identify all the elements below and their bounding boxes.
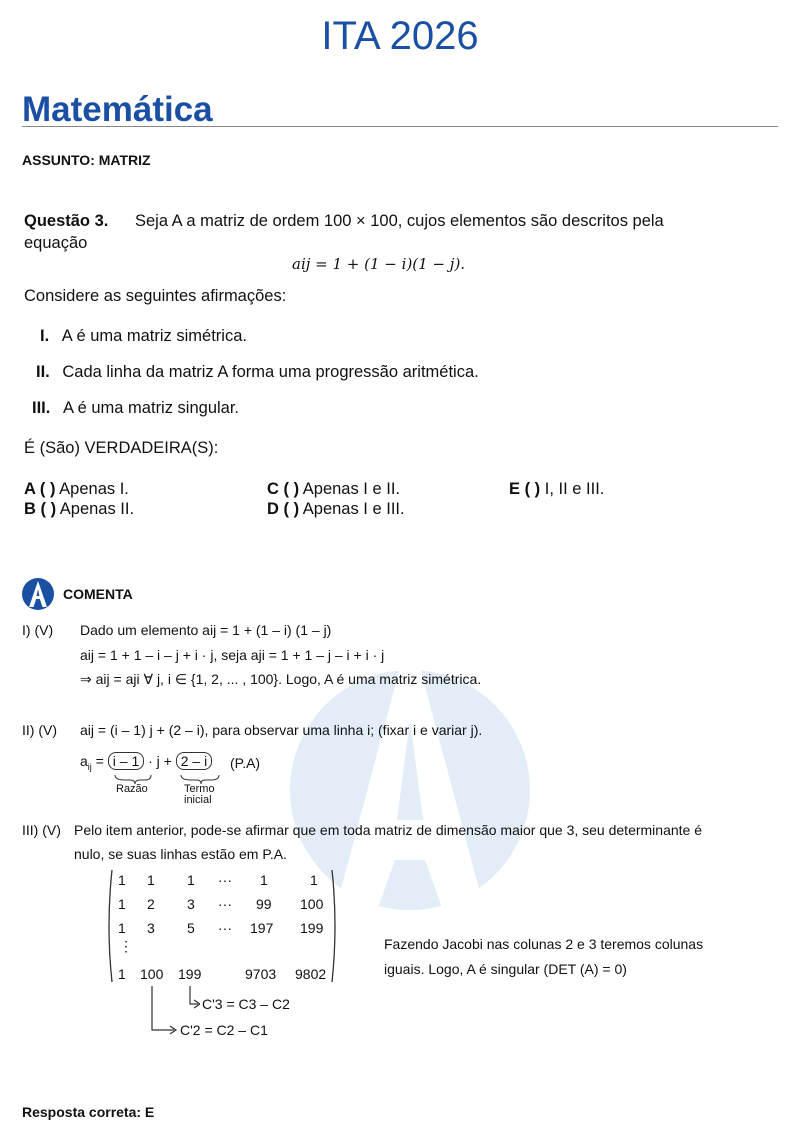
statement-number: III. (32, 399, 51, 417)
header-title: ITA 2026 (321, 14, 479, 58)
matrix-cell: ··· (218, 896, 232, 912)
statement-3 (32, 399, 239, 418)
matrix-cell: 1 (118, 896, 126, 912)
comment-item-2-line-1: aij = (i – 1) j + (2 – i), para observar uma linha i; (fixar i e variar j). (80, 722, 483, 738)
comment-item-1-line-2: aij = 1 + 1 – i – j + i · j, seja aji = 1 + 1 – j – i + i · j (80, 647, 385, 663)
comment-item-2-label: II) (V) (22, 722, 57, 738)
comment-logo-icon (22, 578, 54, 610)
matrix-cell: 9802 (295, 966, 327, 982)
matrix-cell: 1 (118, 920, 126, 936)
option-a[interactable] (24, 480, 129, 499)
correct-answer: Resposta correta: E (22, 1104, 155, 1120)
statement-number: I. (40, 327, 50, 345)
column-operation-c3: C'3 = C3 – C2 (202, 996, 290, 1012)
option-b[interactable] (24, 500, 134, 519)
statement-1 (40, 327, 247, 346)
matrix-cell: 2 (147, 896, 155, 912)
matrix-cell: 1 (118, 872, 126, 888)
statement-text: Cada linha da matriz A forma uma progressão aritmética. (62, 363, 479, 381)
statement-text: A é uma matriz singular. (62, 399, 240, 417)
matrix-cell: 9703 (245, 966, 277, 982)
question-intro (24, 212, 776, 231)
comment-item-1-line-3: ⇒ aij = aji ∀ j, i ∈ {1, 2, ... , 100}. Logo, A é uma matriz simétrica. (80, 671, 482, 687)
matrix-cell: 1 (147, 872, 155, 888)
matrix-cell: 197 (250, 920, 274, 936)
pa-formula: $a_{ij} = i - 1 \cdot j + 2 - i$ (80, 753, 212, 769)
option-text: Apenas I e III. (302, 500, 405, 518)
matrix-cell: 199 (178, 966, 202, 982)
brace-label-initial: inicial (184, 794, 212, 806)
comment-item-1-line-1: Dado um elemento aij = 1 + (1 – i) (1 – j) (80, 622, 332, 638)
question-prompt: É (São) VERDADEIRA(S): (24, 439, 219, 457)
matrix-cell: ··· (218, 872, 232, 888)
comment-item-3-label: III) (V) (22, 822, 61, 838)
matrix-cell: ··· (218, 920, 232, 936)
statement-number: II. (36, 363, 50, 381)
matrix-cell: 1 (187, 872, 195, 888)
option-letter: D ( ) (267, 500, 300, 518)
comment-title: COMENTA (63, 586, 133, 602)
matrix-cell: 1 (310, 872, 318, 888)
matrix-cell: 199 (300, 920, 324, 936)
topic-label: ASSUNTO: MATRIZ (22, 152, 151, 168)
question-intro-cont: equação (24, 234, 88, 252)
question-equation: aij = 1 + (1 − i)(1 − j). (292, 255, 466, 273)
comment-item-1-label: I) (V) (22, 622, 54, 638)
option-letter: A ( ) (24, 480, 56, 498)
matrix-cell: 1 (118, 966, 126, 982)
comment-item-3-line-1: Pelo item anterior, pode-se afirmar que em toda matriz de dimensão maior que 3, seu determinante é (74, 822, 702, 838)
heading-divider (22, 126, 778, 127)
option-d[interactable] (267, 500, 405, 519)
option-text: Apenas I. (59, 480, 129, 498)
matrix-cell: ⋮ (119, 938, 133, 954)
option-text: I, II e III. (544, 480, 605, 498)
option-e[interactable] (509, 480, 604, 499)
option-letter: B ( ) (24, 500, 57, 518)
jacobi-note-line-2: iguais. Logo, A é singular (DET (A) = 0) (384, 961, 627, 977)
question-intro-text: Seja A a matriz de ordem 100 × 100, cujos elementos são descritos pela (134, 212, 664, 230)
matrix-cell: 99 (256, 896, 272, 912)
option-text: Apenas II. (59, 500, 135, 518)
comment-item-3-line-2: nulo, se suas linhas estão em P.A. (74, 846, 287, 862)
jacobi-note-line-1: Fazendo Jacobi nas colunas 2 e 3 teremos colunas (384, 936, 704, 952)
matrix-cell: 3 (147, 920, 155, 936)
option-c[interactable] (267, 480, 400, 499)
matrix-cell: 3 (187, 896, 195, 912)
matrix-cell: 5 (187, 920, 195, 936)
statement-2 (36, 363, 479, 382)
column-operation-c2: C'2 = C2 – C1 (180, 1022, 268, 1038)
matrix-cell: 1 (260, 872, 268, 888)
matrix-cell: 100 (300, 896, 324, 912)
question-consider: Considere as seguintes afirmações: (24, 287, 287, 305)
pa-formula-tag: (P.A) (230, 755, 261, 771)
subject-heading: Matemática (22, 90, 213, 129)
question-label: Questão 3. (24, 212, 109, 230)
brace-label-term: Termo (184, 783, 215, 795)
brace-label-ratio: Razão (116, 783, 148, 795)
option-text: Apenas I e II. (302, 480, 400, 498)
option-letter: C ( ) (267, 480, 300, 498)
statement-text: A é uma matriz simétrica. (61, 327, 247, 345)
option-letter: E ( ) (509, 480, 541, 498)
matrix-cell: 100 (140, 966, 164, 982)
